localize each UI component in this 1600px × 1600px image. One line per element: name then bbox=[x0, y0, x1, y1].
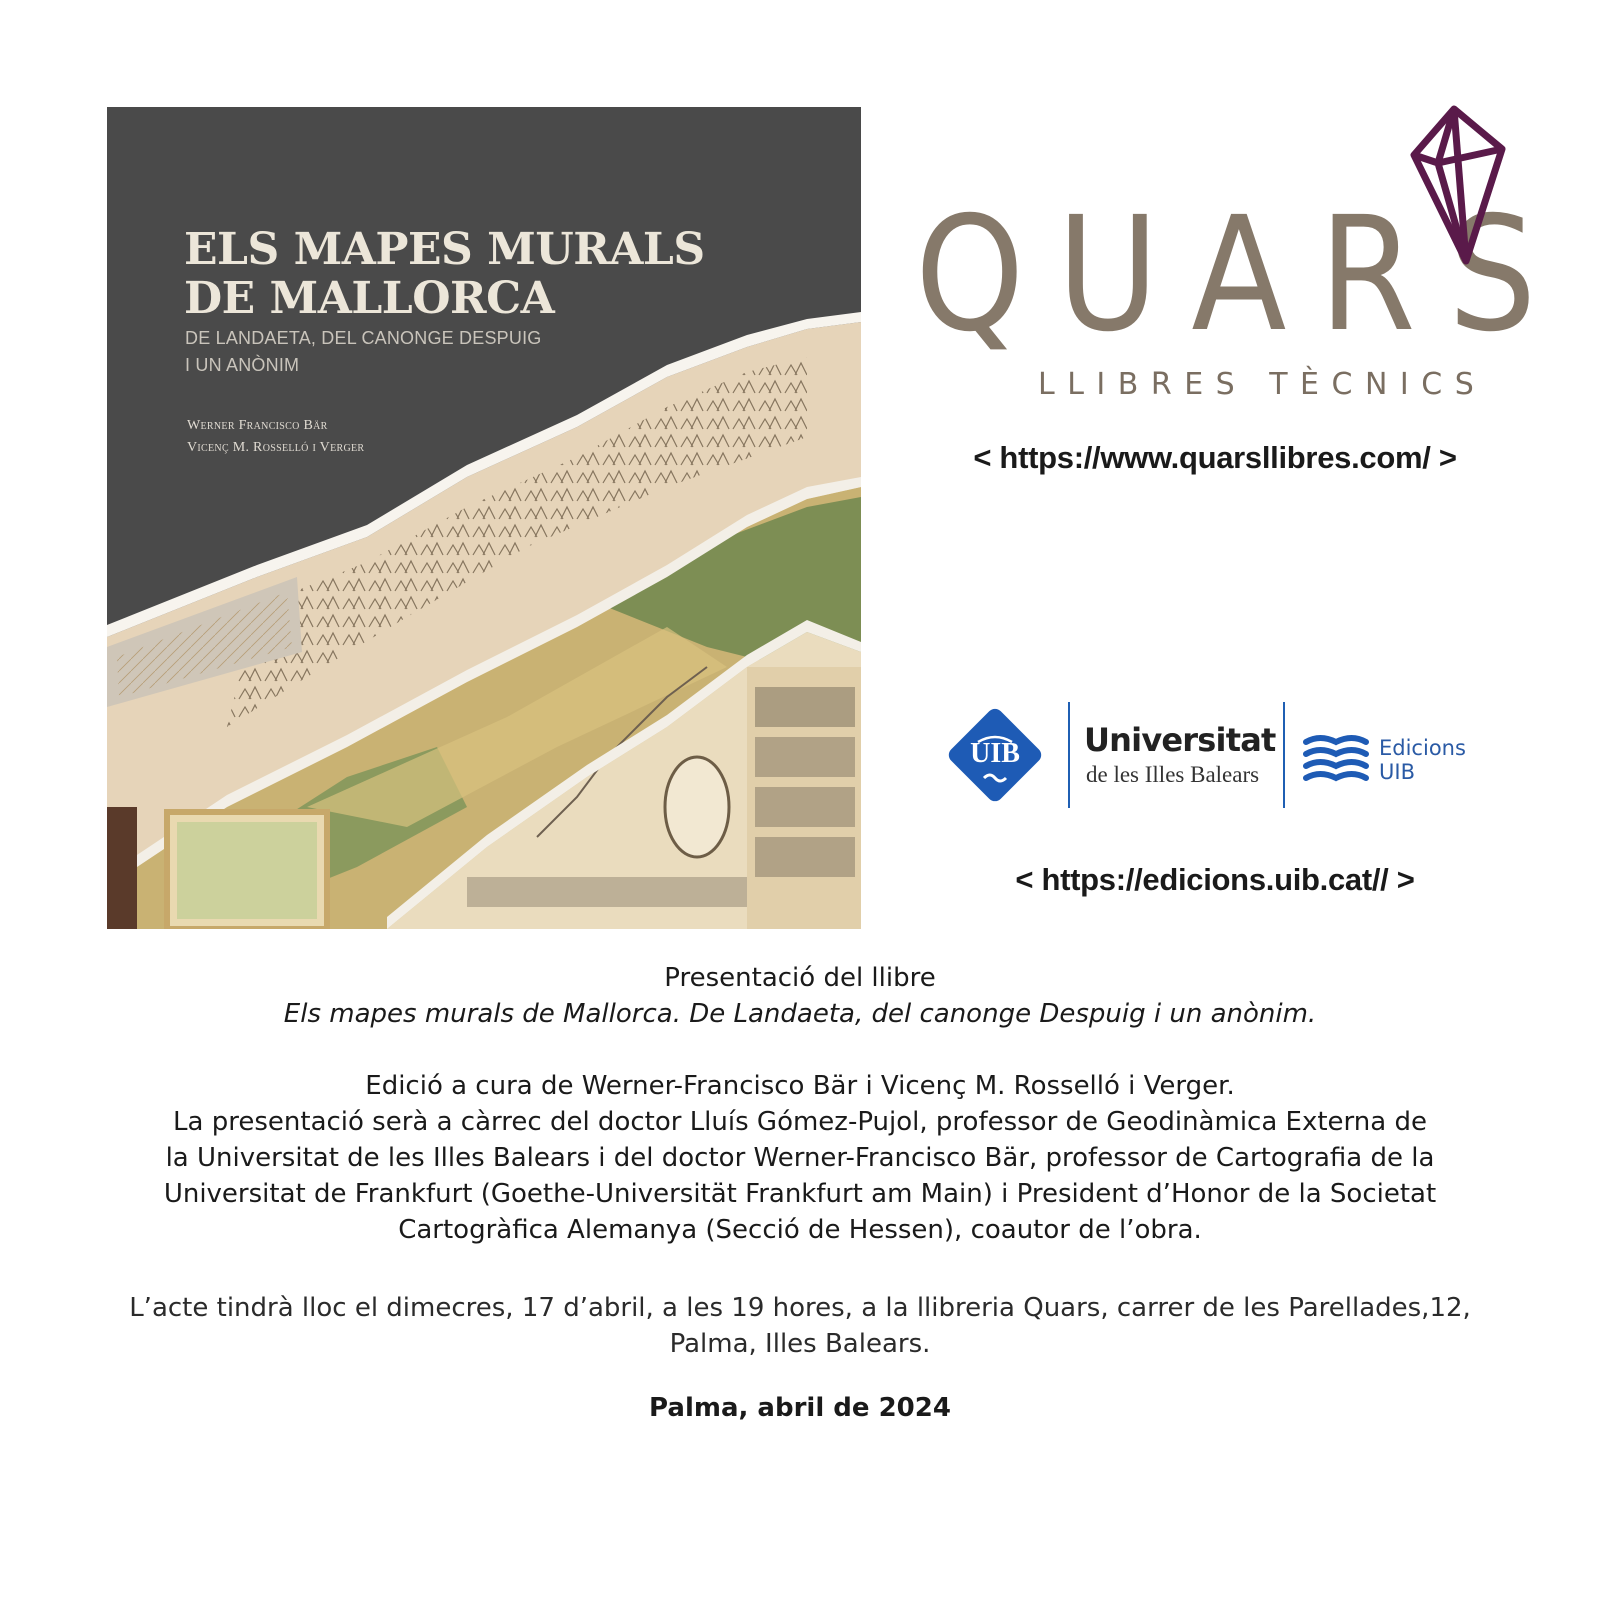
cover-author-2: Vicenç M. Rosselló i Verger bbox=[187, 440, 365, 455]
presenters-line-4: Cartogràfica Alemanya (Secció de Hessen), coautor de l’obra. bbox=[398, 1215, 1202, 1245]
presenters-line-3: Universitat de Frankfurt (Goethe-Universität Frankfurt am Main) i President d’Honor de la Societat bbox=[163, 1179, 1437, 1209]
uib-divider-2 bbox=[1283, 702, 1285, 808]
cover-authors bbox=[187, 415, 364, 459]
edicions-book-waves-icon bbox=[1302, 732, 1370, 788]
book-title: Els mapes murals de Mallorca. De Landaeta, del canonge Despuig i un anònim. bbox=[283, 999, 1317, 1029]
cover-subtitle bbox=[185, 325, 665, 379]
presenters-line-2: la Universitat de les Illes Balears i del doctor Werner-Francisco Bär, professor de Cartografia de la bbox=[165, 1143, 1435, 1173]
uib-diamond-logo-icon bbox=[942, 702, 1048, 808]
presentation-heading: Presentació del llibre bbox=[664, 963, 936, 993]
edicions-uib-label bbox=[1379, 736, 1466, 784]
event-details-line-2: Palma, Illes Balears. bbox=[669, 1329, 931, 1359]
uib-divider-1 bbox=[1068, 702, 1070, 808]
presenters-line-1: La presentació serà a càrrec del doctor Lluís Gómez-Pujol, professor de Geodinàmica Externa de bbox=[173, 1107, 1427, 1137]
presenters-paragraph bbox=[120, 1104, 1480, 1248]
cover-subtitle-line-2: I UN ANÒNIM bbox=[185, 355, 300, 375]
uib-url-link[interactable]: < https://edicions.uib.cat// > bbox=[1015, 862, 1415, 897]
quartz-gem-icon bbox=[1410, 105, 1506, 267]
quars-tagline: LLIBRES TÈCNICS bbox=[1038, 367, 1487, 402]
uib-subname: de les Illes Balears bbox=[1086, 762, 1260, 787]
cover-title-line-2: DE MALLORCA bbox=[184, 273, 555, 324]
uib-name: Universitat bbox=[1084, 721, 1276, 759]
quars-url-link[interactable]: < https://www.quarsllibres.com/ > bbox=[973, 440, 1457, 475]
quars-logo-wordmark: QUARS bbox=[915, 183, 1569, 367]
place-date: Palma, abril de 2024 bbox=[649, 1393, 951, 1423]
edicions-label-line-1: Edicions bbox=[1379, 736, 1466, 760]
cover-title-line-1: ELS MAPES MURALS bbox=[184, 224, 705, 275]
cover-subtitle-line-1: DE LANDAETA, DEL CANONGE DESPUIG bbox=[185, 328, 542, 348]
cover-title bbox=[184, 225, 804, 323]
edition-credits: Edició a cura de Werner-Francisco Bär i Vicenç M. Rosselló i Verger. bbox=[365, 1071, 1235, 1101]
event-details-line-1: L’acte tindrà lloc el dimecres, 17 d’abril, a les 19 hores, a la llibreria Quars, carrer de les Parellades,12, bbox=[129, 1293, 1471, 1323]
cover-author-1: Werner Francisco Bär bbox=[187, 418, 328, 433]
book-cover bbox=[107, 107, 861, 929]
uib-badge-text: UIB bbox=[970, 738, 1020, 769]
edicions-label-line-2: UIB bbox=[1379, 760, 1415, 784]
event-details bbox=[100, 1290, 1500, 1362]
